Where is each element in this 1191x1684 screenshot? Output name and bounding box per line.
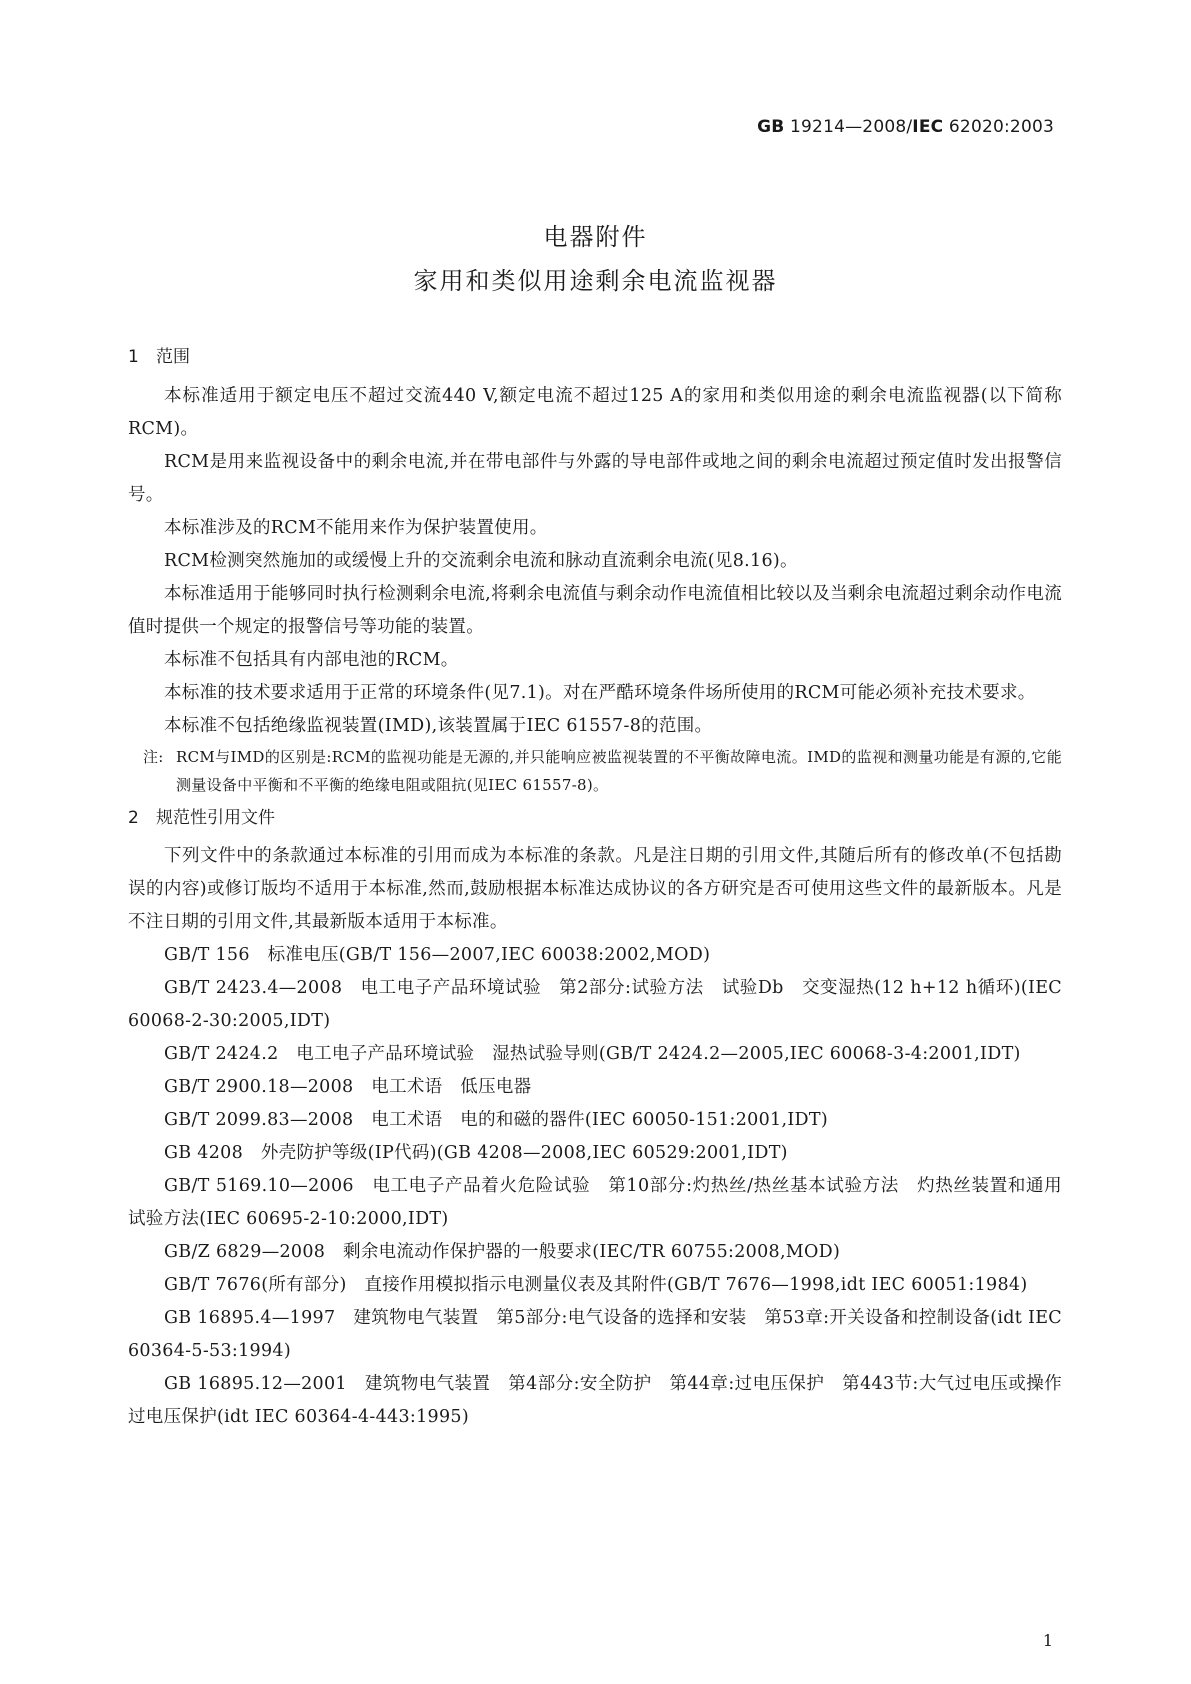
reference-item: GB 16895.12—2001 建筑物电气装置 第4部分:安全防护 第44章:过电压保护 第443节:大气过电压或操作过电压保护(idt IEC 60364-4-443:1995): [128, 1374, 1062, 1427]
standard-code: [757, 117, 1054, 137]
reference-item: GB/T 7676(所有部分) 直接作用模拟指示电测量仪表及其附件(GB/T 7676—1998,idt IEC 60051:1984): [164, 1275, 1028, 1295]
reference-item: GB/T 2099.83—2008 电工术语 电的和磁的器件(IEC 60050-151:2001,IDT): [164, 1110, 828, 1130]
reference-item: GB/Z 6829—2008 剩余电流动作保护器的一般要求(IEC/TR 60755:2008,MOD): [164, 1242, 841, 1262]
section-2-heading: [128, 803, 275, 828]
standard-prefix: GB: [757, 117, 785, 137]
standard-number: 19214—2008/: [784, 117, 913, 137]
note-label: 注:: [143, 748, 164, 766]
reference-item: GB/T 156 标准电压(GB/T 156—2007,IEC 60038:2002,MOD): [164, 945, 711, 965]
note: [128, 743, 1062, 799]
paragraph: 本标准涉及的RCM不能用来作为保护装置使用。: [164, 518, 548, 538]
section-2-title: 规范性引用文件: [156, 808, 275, 828]
iec-prefix: IEC: [912, 117, 944, 137]
paragraph: 本标准适用于能够同时执行检测剩余电流,将剩余电流值与剩余动作电流值相比较以及当剩余电流超过剩余动作电流值时提供一个规定的报警信号等功能的装置。: [128, 584, 1062, 637]
section-2-body: [128, 840, 1062, 1434]
reference-item: GB/T 2424.2 电工电子产品环境试验 湿热试验导则(GB/T 2424.2—2005,IEC 60068-3-4:2001,IDT): [164, 1044, 1021, 1064]
paragraph: 本标准的技术要求适用于正常的环境条件(见7.1)。对在严酷环境条件场所使用的RCM可能必须补充技术要求。: [164, 683, 1036, 703]
section-1-number: 1: [128, 347, 139, 367]
section-2-number: 2: [128, 808, 139, 828]
reference-item: GB/T 5169.10—2006 电工电子产品着火危险试验 第10部分:灼热丝/热丝基本试验方法 灼热丝装置和通用试验方法(IEC 60695-2-10:2000,IDT): [128, 1176, 1062, 1229]
section-1-title: 范围: [156, 347, 190, 367]
document-title-line2: 家用和类似用途剩余电流监视器: [413, 267, 778, 295]
iec-number: 62020:2003: [943, 117, 1054, 137]
paragraph: RCM是用来监视设备中的剩余电流,并在带电部件与外露的导电部件或地之间的剩余电流超过预定值时发出报警信号。: [128, 452, 1062, 505]
paragraph: 本标准不包括具有内部电池的RCM。: [164, 650, 459, 670]
page-number: 1: [1042, 1631, 1053, 1650]
reference-item: GB/T 2900.18—2008 电工术语 低压电器: [164, 1077, 532, 1097]
section-1-heading: [128, 342, 190, 367]
reference-item: GB/T 2423.4—2008 电工电子产品环境试验 第2部分:试验方法 试验Db 交变湿热(12 h+12 h循环)(IEC 60068-2-30:2005,IDT): [128, 978, 1062, 1031]
paragraph: 本标准不包括绝缘监视装置(IMD),该装置属于IEC 61557-8的范围。: [164, 716, 713, 736]
document-title-line1: 电器附件: [543, 223, 648, 251]
section-1-body: [128, 380, 1062, 799]
reference-item: GB 4208 外壳防护等级(IP代码)(GB 4208—2008,IEC 60529:2001,IDT): [164, 1143, 788, 1163]
paragraph: 下列文件中的条款通过本标准的引用而成为本标准的条款。凡是注日期的引用文件,其随后所有的修改单(不包括勘误的内容)或修订版均不适用于本标准,然而,鼓励根据本标准达成协议的各方研究是否可使用这些文件的最新版本。凡是不注日期的引用文件,其最新版本适用于本标准。: [128, 846, 1062, 932]
note-text: RCM与IMD的区别是:RCM的监视功能是无源的,并只能响应被监视装置的不平衡故障电流。IMD的监视和测量功能是有源的,它能测量设备中平衡和不平衡的绝缘电阻或阻抗(见IEC 61557-8)。: [176, 748, 1062, 794]
paragraph: RCM检测突然施加的或缓慢上升的交流剩余电流和脉动直流剩余电流(见8.16)。: [164, 551, 798, 571]
paragraph: 本标准适用于额定电压不超过交流440 V,额定电流不超过125 A的家用和类似用途的剩余电流监视器(以下简称RCM)。: [128, 386, 1062, 439]
reference-item: GB 16895.4—1997 建筑物电气装置 第5部分:电气设备的选择和安装 第53章:开关设备和控制设备(idt IEC 60364-5-53:1994): [128, 1308, 1062, 1361]
